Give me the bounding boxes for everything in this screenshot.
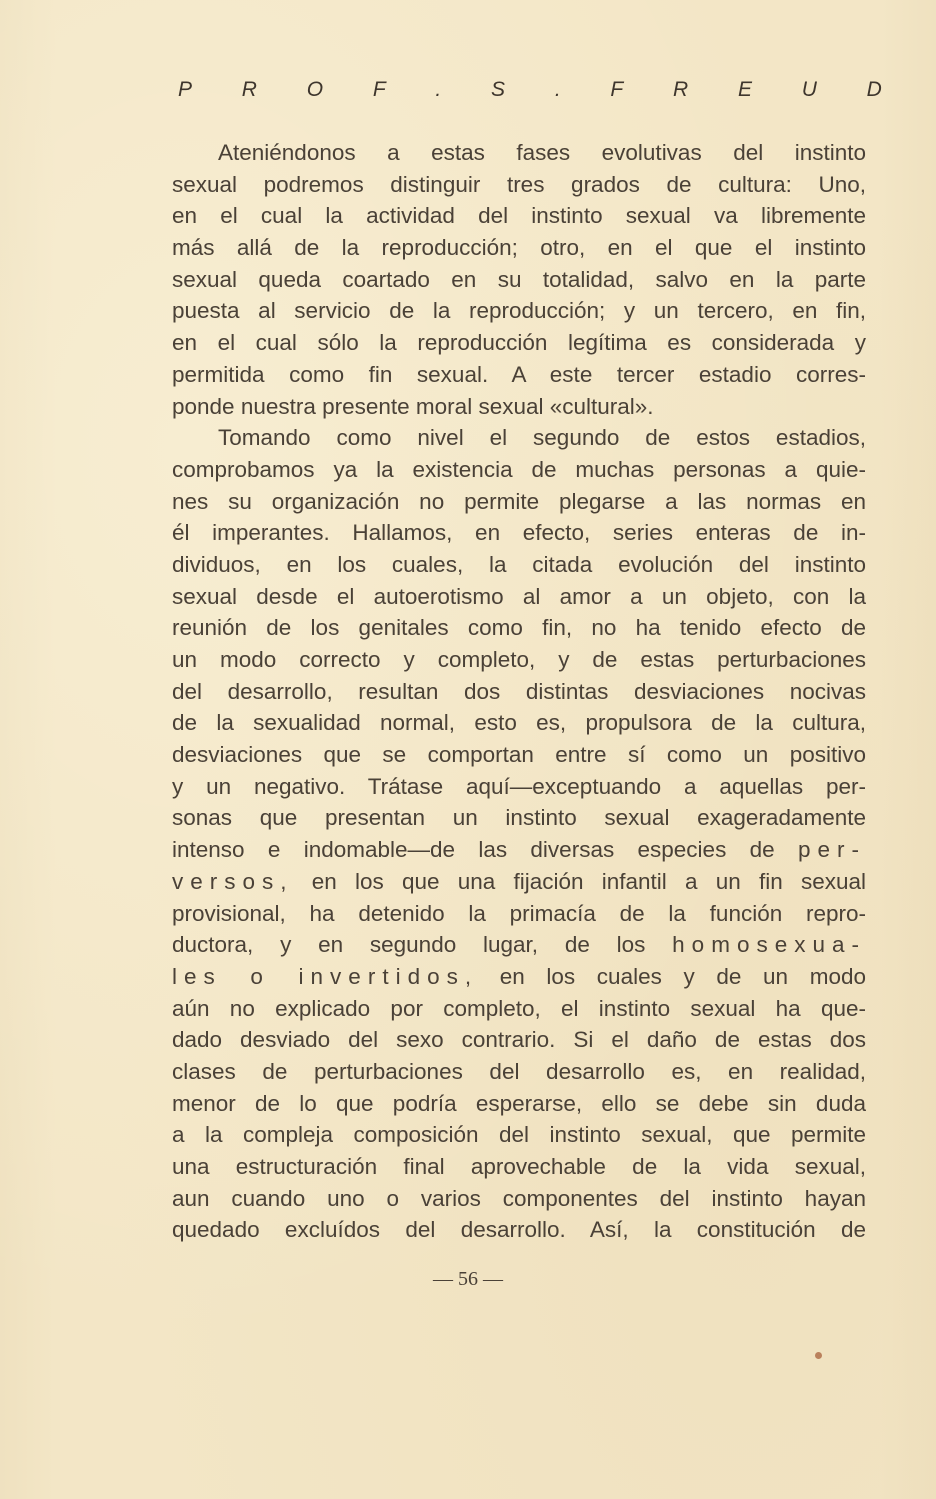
text-line: sonas que presentan un instinto sexual exageradamente — [172, 805, 866, 831]
running-head-letter: D — [866, 78, 882, 101]
text-segment: intenso e indomable—de las diversas especies de — [172, 837, 775, 863]
running-head-letter: . — [435, 78, 442, 101]
running-head-letter: U — [801, 78, 817, 101]
text-line: provisional, ha detenido la primacía de la función repro- — [172, 900, 866, 926]
text-line: permitida como fin sexual. A este tercer estadio corres- — [172, 361, 866, 387]
text-line: más allá de la reproducción; otro, en el que el instinto — [172, 235, 866, 261]
text-line: Ateniéndonos a estas fases evolutivas del instinto — [218, 140, 866, 165]
text-line: clases de perturbaciones del desarrollo es, en realidad, — [172, 1058, 866, 1084]
spaced-term: les o invertidos, — [172, 963, 479, 989]
text-line: dividuos, en los cuales, la citada evolución del instinto — [172, 551, 866, 577]
text-line: un modo correcto y completo, y de estas perturbaciones — [172, 647, 866, 672]
running-head-letter: O — [306, 78, 324, 101]
text-line: desviaciones que se comportan entre sí como un positivo — [172, 742, 866, 768]
text-line: sexual desde el autoerotismo al amor a un objeto, con la — [172, 583, 866, 609]
text-line: dado desviado del sexo contrario. Si el daño de estas dos — [172, 1027, 866, 1053]
text-line: Tomando como nivel el segundo de estos estadios, — [218, 425, 866, 451]
text-line — [172, 866, 866, 898]
text-line: una estructuración final aprovechable de la vida sexual, — [172, 1154, 866, 1179]
text-line: a la compleja composición del instinto sexual, que permite — [172, 1122, 866, 1148]
text-line: en el cual la actividad del instinto sexual va libremente — [172, 203, 866, 229]
text-line: nes su organización no permite plegarse a las normas en — [172, 488, 866, 514]
text-line: del desarrollo, resultan dos distintas desviaciones nocivas — [172, 678, 866, 704]
spaced-term: homosexua- — [672, 932, 866, 958]
text-line: en el cual sólo la reproducción legítima es considerada y — [172, 330, 866, 356]
text-segment: en los que una fijación infantil a un fin sexual — [311, 868, 866, 894]
paper-speck — [815, 1352, 822, 1359]
spaced-term: versos, — [172, 868, 294, 894]
running-head-letter: F — [610, 78, 624, 101]
text-line: quedado excluídos del desarrollo. Así, la constitución de — [172, 1217, 866, 1243]
running-head-letter: . — [554, 78, 561, 101]
body-text — [172, 137, 866, 1246]
running-head-letter: R — [241, 78, 257, 101]
running-head-letter: R — [673, 78, 689, 101]
text-line: sexual queda coartado en su totalidad, salvo en la parte — [172, 266, 866, 292]
text-line: aun cuando uno o varios componentes del instinto hayan — [172, 1185, 866, 1211]
page-number: — 56 — — [433, 1268, 503, 1290]
text-line: de la sexualidad normal, esto es, propulsora de la cultura, — [172, 710, 866, 736]
running-head — [178, 78, 882, 102]
text-line: sexual podremos distinguir tres grados de cultura: Uno, — [172, 171, 866, 197]
text-line: aún no explicado por completo, el instinto sexual ha que- — [172, 995, 866, 1021]
running-head-letter: F — [372, 78, 386, 101]
text-line — [172, 834, 866, 866]
text-segment: en los cuales y de un modo — [499, 963, 866, 989]
text-line — [172, 961, 866, 993]
text-line: reunión de los genitales como fin, no ha tenido efecto de — [172, 615, 866, 641]
running-head-letter: S — [491, 78, 506, 101]
text-line: él imperantes. Hallamos, en efecto, series enteras de in- — [172, 520, 866, 546]
text-line — [172, 929, 866, 961]
text-segment: ductora, y en segundo lugar, de los — [172, 932, 646, 958]
spaced-term: per- — [797, 837, 866, 863]
text-line: puesta al servicio de la reproducción; y un tercero, en fin, — [172, 298, 866, 324]
running-head-letter: E — [737, 78, 752, 101]
text-line: ponde nuestra presente moral sexual «cultural». — [172, 393, 654, 419]
text-line: comprobamos ya la existencia de muchas personas a quie- — [172, 456, 866, 482]
text-line: menor de lo que podría esperarse, ello se debe sin duda — [172, 1090, 866, 1116]
running-head-letter: P — [178, 78, 193, 101]
text-line: y un negativo. Trátase aquí—exceptuando a aquellas per- — [172, 773, 866, 799]
